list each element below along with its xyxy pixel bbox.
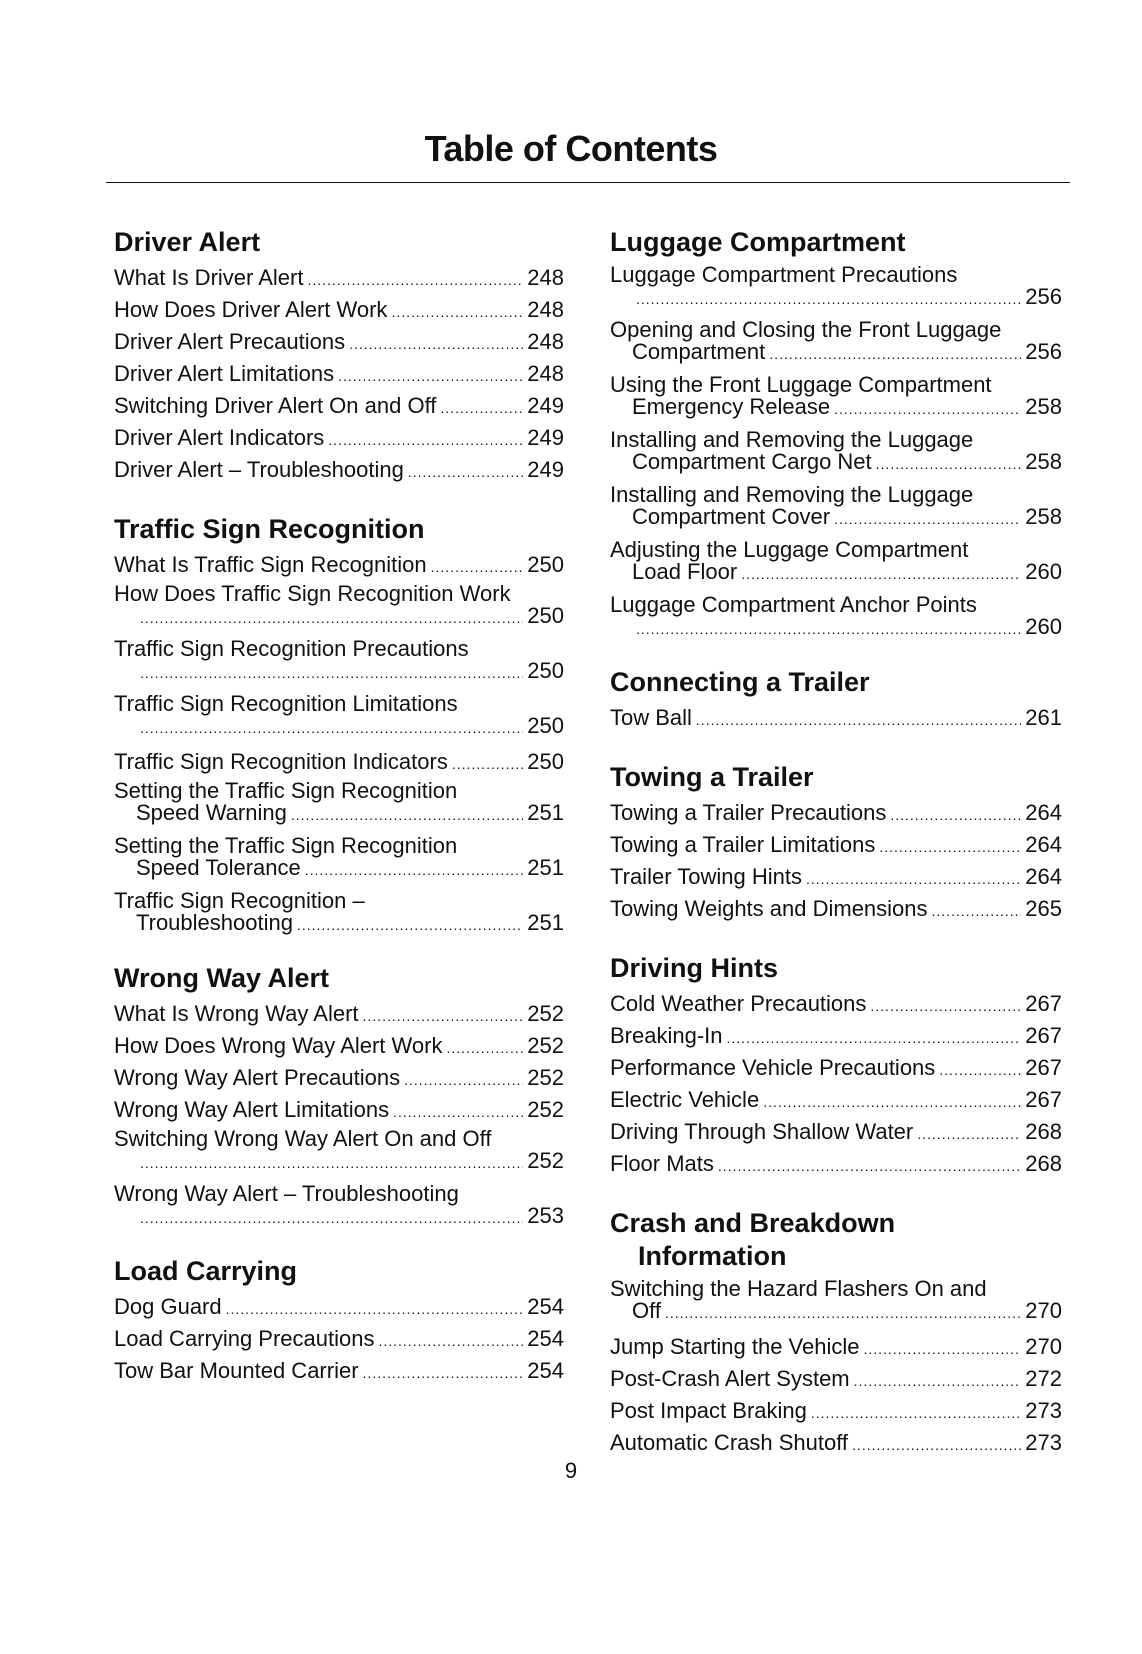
entry-title: Cold Weather Precautions bbox=[610, 991, 867, 1016]
section-heading-text: Driving Hints bbox=[610, 953, 779, 983]
entry-title: Jump Starting the Vehicle bbox=[610, 1334, 860, 1359]
entry-page-number: 250 bbox=[527, 552, 564, 577]
section-heading-text: Traffic Sign Recognition bbox=[114, 514, 425, 544]
dot-leader bbox=[636, 618, 1021, 640]
toc-section-traffic-sign-recognition bbox=[114, 513, 564, 936]
dot-leader bbox=[363, 1001, 524, 1031]
section-heading bbox=[610, 952, 1062, 985]
dot-leader bbox=[727, 1023, 1022, 1053]
dot-leader bbox=[876, 453, 1022, 475]
entry-page-number: 258 bbox=[1025, 449, 1062, 474]
toc-entry[interactable] bbox=[610, 593, 1062, 640]
dot-leader bbox=[718, 1151, 1021, 1181]
entry-title: Driving Through Shallow Water bbox=[610, 1119, 914, 1144]
entry-title: Compartment Cover bbox=[632, 504, 831, 529]
entry-title: Setting the Traffic Sign Recognition bbox=[114, 833, 458, 858]
dot-leader bbox=[140, 1152, 523, 1174]
entry-page-number: 264 bbox=[1025, 800, 1062, 825]
toc-entry[interactable] bbox=[114, 550, 564, 582]
entry-page-number: 248 bbox=[527, 297, 564, 322]
toc-entry[interactable] bbox=[114, 1031, 564, 1063]
entry-title: Switching Wrong Way Alert On and Off bbox=[114, 1126, 492, 1151]
toc-entry[interactable] bbox=[610, 483, 1062, 530]
entry-page-number: 265 bbox=[1025, 896, 1062, 921]
entry-page-number: 248 bbox=[527, 265, 564, 290]
toc-section-driving-hints bbox=[610, 952, 1062, 1181]
dot-leader bbox=[378, 1326, 523, 1356]
entry-title: Performance Vehicle Precautions bbox=[610, 1055, 936, 1080]
entry-title: Setting the Traffic Sign Recognition bbox=[114, 778, 458, 803]
entry-page-number: 272 bbox=[1025, 1366, 1062, 1391]
entry-page-number: 249 bbox=[527, 457, 564, 482]
entry-page-number: 270 bbox=[1025, 1298, 1062, 1323]
dot-leader bbox=[870, 991, 1021, 1021]
dot-leader bbox=[338, 361, 523, 391]
toc-entry[interactable] bbox=[610, 1332, 1062, 1364]
entry-title: Post Impact Braking bbox=[610, 1398, 807, 1423]
dot-leader bbox=[939, 1055, 1021, 1085]
dot-leader bbox=[879, 832, 1021, 862]
entry-title: Traffic Sign Recognition – bbox=[114, 888, 365, 913]
toc-entry[interactable] bbox=[114, 263, 564, 295]
toc-entry[interactable] bbox=[610, 1364, 1062, 1396]
entry-page-number: 250 bbox=[527, 603, 564, 628]
entry-title: Wrong Way Alert – Troubleshooting bbox=[114, 1181, 459, 1206]
entry-title: Off bbox=[632, 1298, 661, 1323]
entry-title: Compartment Cargo Net bbox=[632, 449, 872, 474]
toc-entry[interactable] bbox=[610, 428, 1062, 475]
dot-leader bbox=[431, 552, 524, 582]
entry-title: Traffic Sign Recognition Limitations bbox=[114, 691, 458, 716]
entry-page-number: 250 bbox=[527, 749, 564, 774]
entry-page-number: 249 bbox=[527, 425, 564, 450]
entry-page-number: 251 bbox=[527, 800, 564, 825]
dot-leader bbox=[763, 1087, 1021, 1117]
dot-leader bbox=[328, 425, 523, 455]
toc-section-driver-alert bbox=[114, 226, 564, 487]
section-heading-text: Driver Alert bbox=[114, 227, 261, 257]
entry-title: Luggage Compartment Anchor Points bbox=[610, 592, 977, 617]
toc-entry[interactable] bbox=[610, 263, 1062, 310]
toc-section-load-carrying bbox=[114, 1255, 564, 1388]
entry-title: Switching the Hazard Flashers On and bbox=[610, 1276, 987, 1301]
entry-page-number: 267 bbox=[1025, 1087, 1062, 1112]
entry-title: Speed Warning bbox=[136, 800, 287, 825]
dot-leader bbox=[863, 1334, 1021, 1364]
entry-page-number: 273 bbox=[1025, 1430, 1062, 1455]
entry-page-number: 267 bbox=[1025, 1023, 1062, 1048]
toc-entry[interactable] bbox=[114, 423, 564, 455]
toc-entry[interactable] bbox=[610, 703, 1062, 735]
dot-leader bbox=[811, 1398, 1021, 1428]
toc-entry[interactable] bbox=[610, 862, 1062, 894]
entry-title: Using the Front Luggage Compartment bbox=[610, 372, 992, 397]
section-heading bbox=[114, 513, 564, 546]
dot-leader bbox=[834, 508, 1021, 530]
dot-leader bbox=[307, 265, 523, 295]
dot-leader bbox=[440, 393, 523, 423]
entry-title: Tow Bar Mounted Carrier bbox=[114, 1358, 359, 1383]
dot-leader bbox=[291, 804, 523, 826]
toc-entry[interactable] bbox=[610, 1277, 1062, 1324]
dot-leader bbox=[140, 662, 523, 684]
toc-entry[interactable] bbox=[114, 779, 564, 826]
section-heading-text: Load Carrying bbox=[114, 1256, 298, 1286]
entry-page-number: 260 bbox=[1025, 559, 1062, 584]
entry-title: Breaking-In bbox=[610, 1023, 723, 1048]
toc-entry[interactable] bbox=[610, 318, 1062, 365]
section-heading bbox=[610, 226, 1062, 259]
dot-leader bbox=[696, 705, 1021, 735]
toc-entry[interactable] bbox=[610, 1428, 1062, 1460]
entry-page-number: 254 bbox=[527, 1294, 564, 1319]
entry-page-number: 268 bbox=[1025, 1151, 1062, 1176]
entry-title: Towing Weights and Dimensions bbox=[610, 896, 928, 921]
entry-page-number: 273 bbox=[1025, 1398, 1062, 1423]
toc-entry[interactable] bbox=[114, 1356, 564, 1388]
entry-title: Luggage Compartment Precautions bbox=[610, 262, 958, 287]
entry-title: Towing a Trailer Limitations bbox=[610, 832, 876, 857]
entry-page-number: 252 bbox=[527, 1148, 564, 1173]
entry-page-number: 252 bbox=[527, 1033, 564, 1058]
entry-title: Traffic Sign Recognition Indicators bbox=[114, 749, 448, 774]
entry-page-number: 250 bbox=[527, 713, 564, 738]
entry-title: How Does Driver Alert Work bbox=[114, 297, 388, 322]
toc-entry[interactable] bbox=[114, 1292, 564, 1324]
section-heading bbox=[610, 761, 1062, 794]
toc-entry[interactable] bbox=[114, 747, 564, 779]
toc-section-connecting-a-trailer bbox=[610, 666, 1062, 735]
dot-leader bbox=[636, 288, 1021, 310]
toc-entry[interactable] bbox=[610, 538, 1062, 585]
entry-title: Speed Tolerance bbox=[136, 855, 301, 880]
toc-entry[interactable] bbox=[610, 1117, 1062, 1149]
toc-entry[interactable] bbox=[610, 1021, 1062, 1053]
page-number: 9 bbox=[564, 1458, 578, 1483]
section-heading bbox=[114, 226, 564, 259]
entry-title: Post-Crash Alert System bbox=[610, 1366, 850, 1391]
dot-leader bbox=[393, 1097, 523, 1127]
dot-leader bbox=[741, 563, 1021, 585]
dot-leader bbox=[140, 1207, 523, 1229]
section-heading-text: Wrong Way Alert bbox=[114, 963, 330, 993]
toc-entry[interactable] bbox=[610, 894, 1062, 926]
entry-page-number: 264 bbox=[1025, 864, 1062, 889]
toc-entry[interactable] bbox=[114, 834, 564, 881]
dot-leader bbox=[665, 1302, 1021, 1324]
entry-title: Troubleshooting bbox=[136, 910, 293, 935]
entry-page-number: 260 bbox=[1025, 614, 1062, 639]
entry-page-number: 261 bbox=[1025, 705, 1062, 730]
entry-title: Load Carrying Precautions bbox=[114, 1326, 375, 1351]
title-divider bbox=[106, 182, 1070, 183]
toc-entry[interactable] bbox=[114, 327, 564, 359]
entry-page-number: 258 bbox=[1025, 504, 1062, 529]
toc-entry[interactable] bbox=[114, 1182, 564, 1229]
dot-leader bbox=[446, 1033, 523, 1063]
entry-page-number: 254 bbox=[527, 1358, 564, 1383]
dot-leader bbox=[408, 457, 523, 487]
entry-page-number: 256 bbox=[1025, 339, 1062, 364]
dot-leader bbox=[854, 1366, 1022, 1396]
toc-entry[interactable] bbox=[114, 295, 564, 327]
section-heading-continuation: Information bbox=[638, 1241, 787, 1271]
toc-entry[interactable] bbox=[114, 359, 564, 391]
toc-section-wrong-way-alert bbox=[114, 962, 564, 1229]
toc-entry[interactable] bbox=[610, 1053, 1062, 1085]
toc-entry[interactable] bbox=[610, 1085, 1062, 1117]
entry-title: Installing and Removing the Luggage bbox=[610, 482, 974, 507]
toc-entry[interactable] bbox=[114, 582, 564, 629]
entry-page-number: 252 bbox=[527, 1097, 564, 1122]
entry-title: Wrong Way Alert Precautions bbox=[114, 1065, 401, 1090]
toc-right-column bbox=[610, 226, 1062, 1486]
entry-title: Automatic Crash Shutoff bbox=[610, 1430, 849, 1455]
section-heading-text: Crash and Breakdown bbox=[610, 1208, 896, 1238]
entry-title: Traffic Sign Recognition Precautions bbox=[114, 636, 469, 661]
toc-section-towing-a-trailer bbox=[610, 761, 1062, 926]
toc-entry[interactable] bbox=[114, 391, 564, 423]
toc-entry[interactable] bbox=[610, 1396, 1062, 1428]
entry-title: Towing a Trailer Precautions bbox=[610, 800, 887, 825]
section-heading bbox=[610, 666, 1062, 699]
toc-left-column bbox=[114, 226, 564, 1414]
dot-leader bbox=[140, 607, 523, 629]
section-heading bbox=[114, 1255, 564, 1288]
entry-page-number: 267 bbox=[1025, 991, 1062, 1016]
section-heading-text: Connecting a Trailer bbox=[610, 667, 870, 697]
entry-title: Floor Mats bbox=[610, 1151, 714, 1176]
section-heading bbox=[610, 1207, 1062, 1273]
dot-leader bbox=[226, 1294, 524, 1324]
entry-title: Installing and Removing the Luggage bbox=[610, 427, 974, 452]
toc-entry[interactable] bbox=[610, 1149, 1062, 1181]
entry-page-number: 258 bbox=[1025, 394, 1062, 419]
toc-entry[interactable] bbox=[114, 1324, 564, 1356]
entry-page-number: 256 bbox=[1025, 284, 1062, 309]
entry-title: Tow Ball bbox=[610, 705, 692, 730]
entry-page-number: 249 bbox=[527, 393, 564, 418]
toc-entry[interactable] bbox=[114, 999, 564, 1031]
toc-entry[interactable] bbox=[610, 830, 1062, 862]
entry-title: How Does Wrong Way Alert Work bbox=[114, 1033, 443, 1058]
entry-title: Dog Guard bbox=[114, 1294, 222, 1319]
toc-entry[interactable] bbox=[610, 798, 1062, 830]
entry-title: Driver Alert Indicators bbox=[114, 425, 325, 450]
toc-section-crash-and-breakdown bbox=[610, 1207, 1062, 1460]
entry-title: Adjusting the Luggage Compartment bbox=[610, 537, 969, 562]
entry-title: What Is Wrong Way Alert bbox=[114, 1001, 359, 1026]
dot-leader bbox=[932, 896, 1022, 926]
toc-entry[interactable] bbox=[114, 889, 564, 936]
entry-page-number: 268 bbox=[1025, 1119, 1062, 1144]
toc-entry[interactable] bbox=[114, 455, 564, 487]
entry-title: Driver Alert – Troubleshooting bbox=[114, 457, 404, 482]
toc-section-luggage-compartment bbox=[610, 226, 1062, 640]
entry-title: What Is Traffic Sign Recognition bbox=[114, 552, 427, 577]
entry-title: Driver Alert Precautions bbox=[114, 329, 346, 354]
dot-leader bbox=[917, 1119, 1021, 1149]
dot-leader bbox=[305, 859, 524, 881]
entry-page-number: 264 bbox=[1025, 832, 1062, 857]
entry-title: What Is Driver Alert bbox=[114, 265, 304, 290]
dot-leader bbox=[834, 398, 1021, 420]
dot-leader bbox=[852, 1430, 1021, 1460]
entry-page-number: 248 bbox=[527, 329, 564, 354]
entry-page-number: 252 bbox=[527, 1065, 564, 1090]
dot-leader bbox=[769, 343, 1021, 365]
entry-title: Load Floor bbox=[632, 559, 738, 584]
entry-title: How Does Traffic Sign Recognition Work bbox=[114, 581, 511, 606]
entry-page-number: 252 bbox=[527, 1001, 564, 1026]
section-heading-text: Luggage Compartment bbox=[610, 227, 906, 257]
entry-page-number: 248 bbox=[527, 361, 564, 386]
section-heading-text: Towing a Trailer bbox=[610, 762, 814, 792]
entry-title: Opening and Closing the Front Luggage bbox=[610, 317, 1002, 342]
entry-title: Electric Vehicle bbox=[610, 1087, 760, 1112]
page-title: Table of Contents bbox=[424, 128, 718, 169]
entry-page-number: 253 bbox=[527, 1203, 564, 1228]
toc-entry[interactable] bbox=[114, 637, 564, 684]
toc-entry[interactable] bbox=[114, 1063, 564, 1095]
section-heading bbox=[114, 962, 564, 995]
entry-title: Switching Driver Alert On and Off bbox=[114, 393, 437, 418]
entry-title: Trailer Towing Hints bbox=[610, 864, 802, 889]
dot-leader bbox=[391, 297, 523, 327]
entry-page-number: 251 bbox=[527, 910, 564, 935]
dot-leader bbox=[452, 749, 523, 779]
entry-page-number: 267 bbox=[1025, 1055, 1062, 1080]
dot-leader bbox=[297, 914, 523, 936]
toc-entry[interactable] bbox=[114, 1127, 564, 1174]
toc-entry[interactable] bbox=[114, 692, 564, 739]
entry-page-number: 270 bbox=[1025, 1334, 1062, 1359]
entry-page-number: 254 bbox=[527, 1326, 564, 1351]
dot-leader bbox=[349, 329, 523, 359]
entry-title: Compartment bbox=[632, 339, 766, 364]
entry-title: Wrong Way Alert Limitations bbox=[114, 1097, 390, 1122]
dot-leader bbox=[363, 1358, 524, 1388]
entry-page-number: 251 bbox=[527, 855, 564, 880]
toc-entry[interactable] bbox=[610, 989, 1062, 1021]
entry-title: Driver Alert Limitations bbox=[114, 361, 335, 386]
dot-leader bbox=[140, 717, 523, 739]
dot-leader bbox=[806, 864, 1021, 894]
dot-leader bbox=[404, 1065, 523, 1095]
entry-title: Emergency Release bbox=[632, 394, 831, 419]
dot-leader bbox=[890, 800, 1021, 830]
toc-entry[interactable] bbox=[610, 373, 1062, 420]
entry-page-number: 250 bbox=[527, 658, 564, 683]
toc-entry[interactable] bbox=[114, 1095, 564, 1127]
